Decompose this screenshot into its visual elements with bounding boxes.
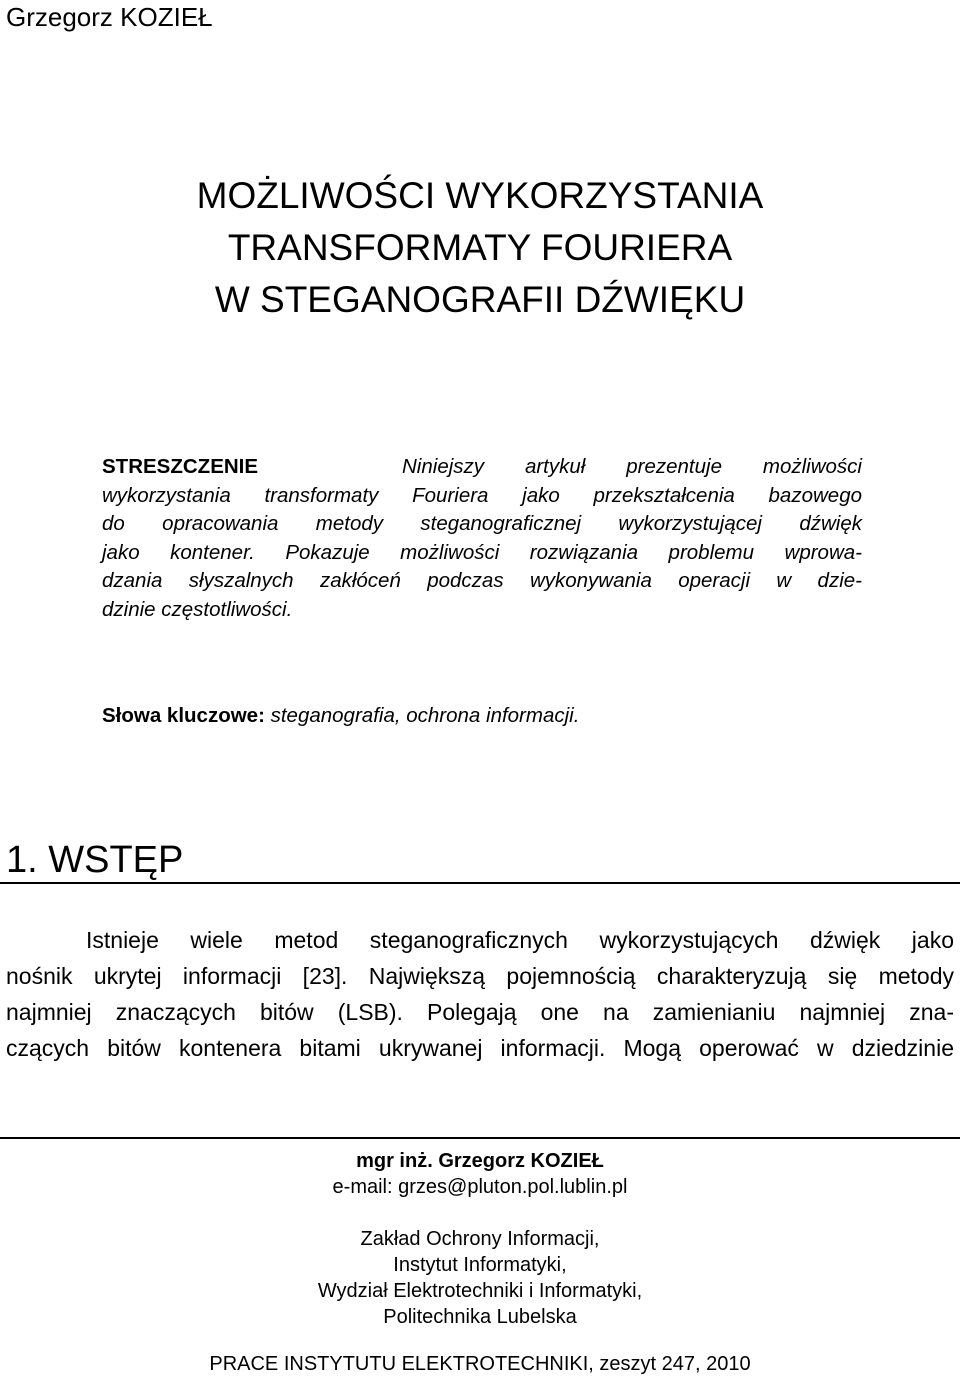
abstract-text-line: dzania słyszalnych zakłóceń podczas wykonywania operacji w dzie- <box>102 569 862 592</box>
section-body <box>6 922 954 1066</box>
author-affiliation <box>0 1148 960 1330</box>
keywords-value: steganografia, ochrona informacji. <box>270 704 580 727</box>
section-heading: 1. WSTĘP <box>6 839 184 881</box>
abstract-text-line: wykorzystania transformaty Fouriera jako przekształcenia bazowego <box>102 483 862 507</box>
body-line: nośnik ukrytej informacji [23]. Największą pojemnością charakteryzują się metody <box>6 963 954 989</box>
author-email: e-mail: grzes@pluton.pol.lublin.pl <box>332 1176 628 1198</box>
footer-rule <box>0 1137 960 1139</box>
section-rule <box>0 882 960 884</box>
abstract-label: STRESZCZENIE <box>102 455 259 478</box>
affiliation-spacer <box>0 1200 960 1226</box>
article-title <box>0 170 960 326</box>
affiliation-line: Zakład Ochrony Informacji, <box>360 1228 600 1250</box>
body-line: czących bitów kontenera bitami ukrywanej informacji. Mogą operować w dziedzinie <box>6 1035 954 1061</box>
title-line: W STEGANOGRAFII DŹWIĘKU <box>214 279 746 320</box>
title-line: TRANSFORMATY FOURIERA <box>227 227 733 268</box>
affiliation-line: Wydział Elektrotechniki i Informatyki, <box>317 1280 643 1302</box>
keywords-label: Słowa kluczowe: <box>102 704 265 727</box>
abstract-text-line: do opracowania metody steganograficznej wykorzystującej dźwięk <box>102 512 862 535</box>
affiliation-line: Politechnika Lubelska <box>383 1306 577 1328</box>
keywords <box>102 702 579 730</box>
body-line: najmniej znaczących bitów (LSB). Polegają one na zamienianiu najmniej zna- <box>6 999 954 1025</box>
title-line: MOŻLIWOŚCI WYKORZYSTANIA <box>196 175 764 216</box>
affiliation-line: Instytut Informatyki, <box>393 1254 567 1276</box>
abstract-text-line: jako kontener. Pokazuje możliwości rozwiązania problemu wprowa- <box>102 540 862 564</box>
running-head: Grzegorz KOZIEŁ <box>6 2 213 32</box>
abstract-first-line <box>102 453 862 482</box>
author-name: mgr inż. Grzegorz KOZIEŁ <box>356 1150 604 1172</box>
abstract <box>102 453 862 624</box>
abstract-text-line: Niniejszy artykuł prezentuje możliwości <box>402 455 862 478</box>
body-line: Istnieje wiele metod steganograficznych wykorzystujących dźwięk jako <box>86 927 954 953</box>
journal-reference: PRACE INSTYTUTU ELEKTROTECHNIKI, zeszyt 247, 2010 <box>209 1353 751 1375</box>
abstract-text-line: dzinie częstotliwości. <box>102 597 293 621</box>
